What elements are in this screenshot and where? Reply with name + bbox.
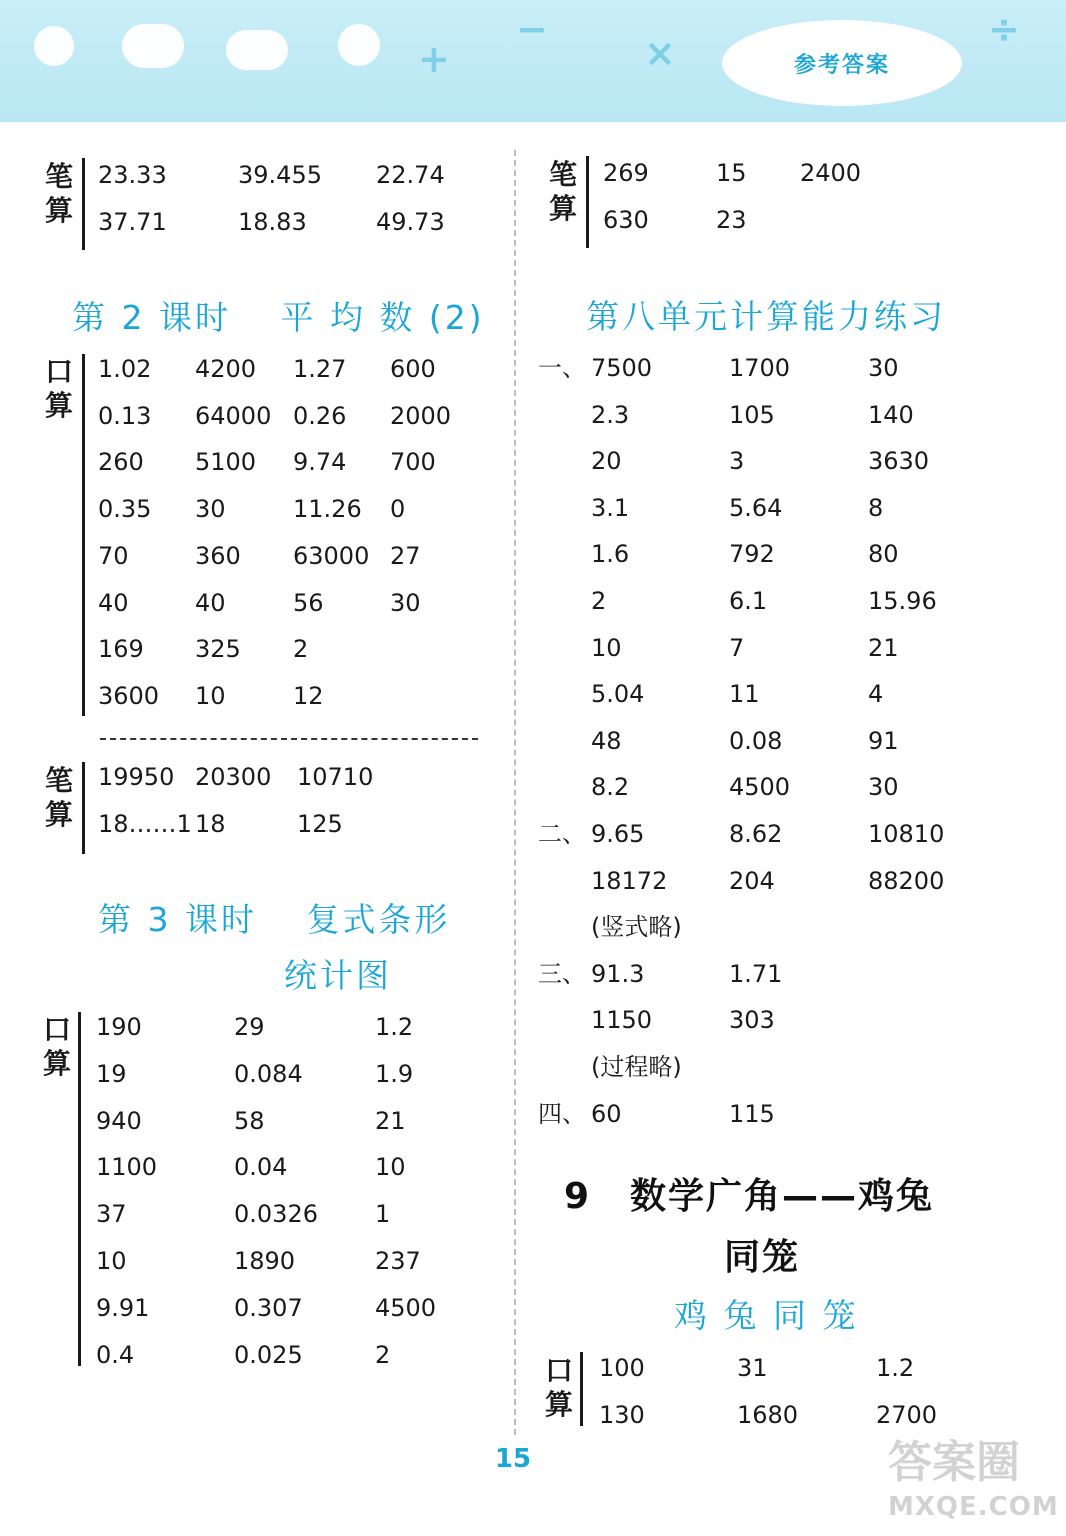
answer-value: 5.04 <box>591 680 645 709</box>
answer-value: 11.26 <box>293 495 362 524</box>
answer-value: 2 <box>591 587 607 615</box>
answer-value: 1.9 <box>375 1059 414 1088</box>
answer-value: 630 <box>603 206 649 234</box>
answer-value: 1.27 <box>293 355 347 383</box>
answer-value: 269 <box>603 159 649 187</box>
answer-value: 6.1 <box>729 587 768 615</box>
answer-value: 9.65 <box>591 820 645 848</box>
page-number: 15 <box>494 1444 532 1474</box>
answer-value: 10 <box>96 1247 127 1275</box>
answer-value: 360 <box>195 541 241 570</box>
oral-calc-tag <box>542 1354 576 1422</box>
answer-value: 940 <box>96 1106 142 1135</box>
written-calc-tag <box>42 160 76 228</box>
divide-icon: ÷ <box>988 7 1020 51</box>
answer-value: 0.025 <box>234 1340 303 1369</box>
answer-value: 37 <box>96 1200 127 1229</box>
answer-value: 130 <box>599 1401 645 1429</box>
answer-value: 2 <box>293 635 309 664</box>
answer-value: 5.64 <box>729 493 783 522</box>
answer-value: 31 <box>737 1354 768 1382</box>
tag-char: 算 <box>544 1388 573 1421</box>
answer-value: 11 <box>729 680 760 709</box>
multiply-icon: × <box>644 31 676 75</box>
answer-value: 18.83 <box>238 208 307 236</box>
answer-badge-label: 参考答案 <box>793 52 890 78</box>
answer-value: 9.74 <box>293 448 347 477</box>
answer-value: 15 <box>716 159 747 187</box>
answer-value: 30 <box>868 773 899 802</box>
tag-char: 笔 <box>44 764 73 797</box>
answer-value: 2400 <box>800 159 862 187</box>
answer-value: 3.1 <box>591 493 630 522</box>
minus-icon: − <box>516 7 548 51</box>
answer-value: 600 <box>390 355 436 383</box>
answer-value: 21 <box>868 633 899 662</box>
answer-value: 60 <box>591 1099 622 1128</box>
answer-value: 4200 <box>195 355 257 383</box>
answer-value: 1890 <box>234 1247 296 1275</box>
answer-value: 190 <box>96 1013 142 1041</box>
answer-value: 7 <box>729 633 745 662</box>
answer-value: 0.4 <box>96 1340 135 1369</box>
answer-value: 10 <box>195 681 226 710</box>
answer-value: 80 <box>868 540 899 569</box>
tag-char: 口 <box>44 355 73 388</box>
answer-value: 20300 <box>195 763 272 791</box>
section-divider <box>100 738 478 740</box>
answer-value: 2700 <box>876 1401 938 1429</box>
answer-value: 19 <box>96 1059 127 1088</box>
answer-value: 23.33 <box>98 161 167 189</box>
answer-value: 88200 <box>868 866 945 895</box>
answer-value: 58 <box>234 1106 265 1135</box>
answer-value: 1.02 <box>98 355 152 383</box>
tag-char: 算 <box>44 798 73 831</box>
tag-char: 笔 <box>44 160 73 193</box>
answer-value: 237 <box>375 1247 421 1275</box>
answer-value: 260 <box>98 448 144 477</box>
answer-value: 169 <box>98 635 144 664</box>
plus-icon: + <box>418 37 450 81</box>
answer-value: 63000 <box>293 541 370 570</box>
answer-value: 204 <box>729 866 775 895</box>
answer-value: 4500 <box>729 773 791 802</box>
answer-value: 4500 <box>375 1293 437 1322</box>
answer-value: 三、 <box>538 959 586 988</box>
section-title: 第 2 课时 平 均 数 (2) <box>72 298 485 337</box>
written-calc-tag <box>546 158 580 226</box>
tag-bar <box>82 354 85 716</box>
answer-value: 8.62 <box>729 820 783 848</box>
tag-char: 口 <box>42 1013 71 1046</box>
answer-value: 1680 <box>737 1401 799 1429</box>
answer-value: 0.26 <box>293 401 347 430</box>
tag-bar <box>82 762 85 854</box>
answer-value: 27 <box>390 541 421 570</box>
tag-bar <box>78 1012 81 1366</box>
answer-value: 7500 <box>591 354 653 382</box>
tag-char: 算 <box>44 389 73 422</box>
answer-value: 10810 <box>868 820 945 848</box>
answer-value: 37.71 <box>98 208 167 236</box>
answer-value: 0.08 <box>729 726 783 755</box>
answer-value: 29 <box>234 1013 265 1041</box>
answer-value: 四、 <box>538 1099 586 1128</box>
section-title-line2: 统计图 <box>284 956 392 995</box>
section-title: 鸡 兔 同 笼 <box>674 1296 859 1335</box>
tag-bar <box>586 156 589 248</box>
oral-calc-tag <box>40 1013 74 1081</box>
column-divider <box>514 150 516 1435</box>
answer-value: 48 <box>591 726 622 755</box>
answer-value: 2.3 <box>591 400 630 429</box>
section-title: 第 3 课时 复式条形 <box>98 900 451 939</box>
rain-cloud-icon <box>226 30 288 70</box>
answer-value: 30 <box>390 588 421 617</box>
answer-value: 9.91 <box>96 1293 150 1322</box>
answer-value: 18……1 <box>98 810 192 838</box>
answer-value: (过程略) <box>591 1053 682 1081</box>
chapter-number: 9 <box>564 1176 592 1217</box>
answer-value: 3 <box>729 447 745 476</box>
answer-value: 20 <box>591 447 622 476</box>
cloud-icon <box>34 26 74 66</box>
answer-value: 5100 <box>195 448 257 477</box>
answer-value: 15.96 <box>868 587 937 615</box>
answer-value: 39.455 <box>238 161 322 189</box>
chapter-title: 数学广角——鸡兔 <box>630 1176 935 1217</box>
written-calc-tag <box>42 764 76 832</box>
answer-value: 0.13 <box>98 401 152 430</box>
watermark-url: MXQE.COM <box>888 1492 1059 1522</box>
tag-char: 算 <box>42 1047 71 1080</box>
chapter-title-line2: 同笼 <box>724 1237 801 1278</box>
answer-value: 40 <box>195 588 226 617</box>
answer-value: 3630 <box>868 447 930 476</box>
answer-value: 10 <box>591 633 622 662</box>
answer-value: (竖式略) <box>591 913 682 942</box>
answer-value: 3600 <box>98 681 160 710</box>
tag-char: 算 <box>44 194 73 227</box>
oral-calc-tag <box>42 355 76 423</box>
answer-value: 30 <box>868 354 899 382</box>
answer-value: 1100 <box>96 1153 158 1182</box>
answer-value: 40 <box>98 588 129 617</box>
answer-value: 18172 <box>591 866 668 895</box>
answer-value: 1150 <box>591 1006 653 1035</box>
header-banner <box>0 0 1066 122</box>
answer-value: 0.04 <box>234 1153 288 1182</box>
tag-char: 笔 <box>548 158 577 191</box>
tag-bar <box>82 158 85 250</box>
tag-char: 口 <box>544 1354 573 1387</box>
answer-value: 70 <box>98 541 129 570</box>
answer-value: 49.73 <box>376 208 445 236</box>
answer-value: 12 <box>293 681 324 710</box>
answer-value: 23 <box>716 206 747 234</box>
tag-char: 算 <box>548 192 577 225</box>
answer-value: 56 <box>293 588 324 617</box>
answer-value: 0.084 <box>234 1059 303 1088</box>
watermark-logo: 答案圈 <box>888 1437 1020 1488</box>
answer-value: 792 <box>729 540 775 569</box>
answer-value: 140 <box>868 400 914 429</box>
answer-value: 125 <box>297 810 343 838</box>
answer-value: 115 <box>729 1099 775 1128</box>
answer-value: 2000 <box>390 401 452 430</box>
answer-value: 8.2 <box>591 773 630 802</box>
answer-value: 30 <box>195 495 226 524</box>
answer-value: 19950 <box>98 763 175 791</box>
answer-value: 105 <box>729 400 775 429</box>
answer-value: 303 <box>729 1006 775 1035</box>
answer-value: 10710 <box>297 763 374 791</box>
answer-value: 91 <box>868 726 899 755</box>
answer-value: 18 <box>195 810 226 838</box>
section-title: 第八单元计算能力练习 <box>586 297 946 336</box>
answer-value: 22.74 <box>376 161 445 189</box>
answer-value: 0.0326 <box>234 1200 318 1229</box>
answer-value: 1.6 <box>591 540 630 569</box>
answer-value: 1 <box>375 1200 391 1229</box>
answer-value: 325 <box>195 635 241 664</box>
sun-icon <box>338 24 380 66</box>
answer-value: 二、 <box>538 820 586 848</box>
answer-value: 4 <box>868 680 884 709</box>
answer-value: 64000 <box>195 401 272 430</box>
cloud-icon <box>122 24 184 68</box>
answer-value: 0.35 <box>98 495 152 524</box>
answer-value: 21 <box>375 1106 406 1135</box>
answer-value: 10 <box>375 1153 406 1182</box>
answer-value: 0.307 <box>234 1293 303 1322</box>
answer-value: 700 <box>390 448 436 477</box>
answer-value: 91.3 <box>591 959 645 988</box>
answer-badge <box>722 20 962 106</box>
answer-value: 1.2 <box>375 1013 414 1041</box>
answer-value: 100 <box>599 1354 645 1382</box>
answer-value: 8 <box>868 493 884 522</box>
tag-bar <box>580 1352 583 1426</box>
answer-value: 一、 <box>538 354 586 382</box>
answer-value: 0 <box>390 495 406 524</box>
answer-value: 2 <box>375 1340 391 1369</box>
answer-value: 1.2 <box>876 1354 915 1382</box>
answer-value: 1.71 <box>729 959 783 988</box>
answer-value: 1700 <box>729 354 791 382</box>
